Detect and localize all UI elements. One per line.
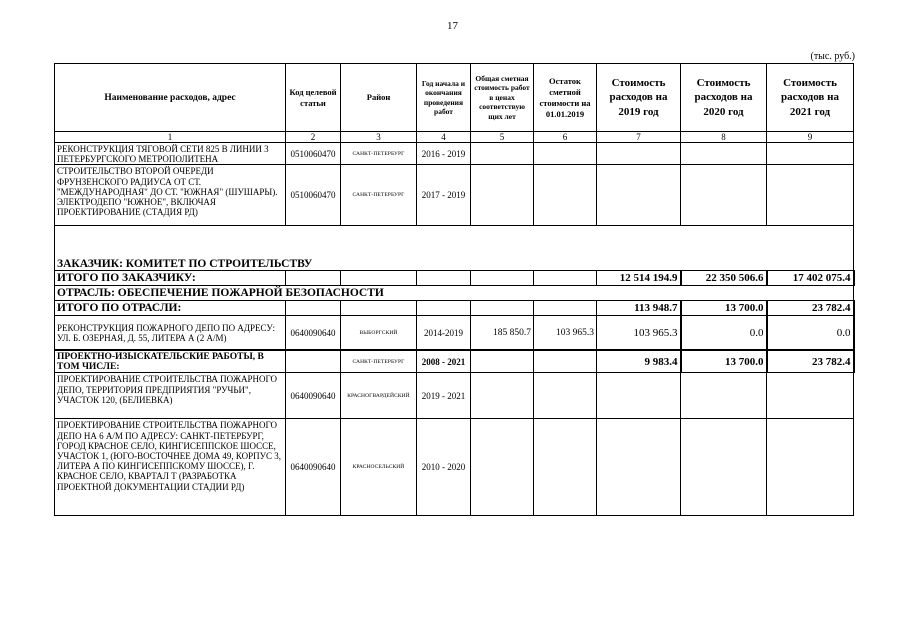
- customer-row: [55, 226, 854, 271]
- row-cost-2020: 0.0: [681, 316, 767, 350]
- row-cost-2019: 103 965.3: [597, 316, 681, 350]
- row-name: РЕКОНСТРУКЦИЯ ТЯГОВОЙ СЕТИ 825 В ЛИНИИ 3 ПЕТЕРБУРГСКОГО МЕТРОПОЛИТЕНА: [55, 143, 286, 165]
- header-years: Год начала и окончания проведения работ: [417, 64, 471, 132]
- customer-total-2020: 22 350 506.6: [681, 271, 767, 286]
- header-total-cost: Общая сметная стоимость работ в ценах соответствую щих лет: [471, 64, 534, 132]
- row-cost-2021: 23 782.4: [767, 350, 854, 373]
- industry-total-label: ИТОГО ПО ОТРАСЛИ:: [55, 301, 286, 316]
- table-row: [55, 143, 854, 165]
- row-district: КРАСНОГВАРДЕЙСКИЙ: [341, 373, 417, 419]
- row-years: 2008 - 2021: [417, 350, 471, 373]
- row-code: 0640090640: [286, 316, 341, 350]
- row-remaining: 103 965.3: [534, 316, 597, 350]
- industry-heading: ОТРАСЛЬ: ОБЕСПЕЧЕНИЕ ПОЖАРНОЙ БЕЗОПАСНОСТИ: [55, 286, 854, 301]
- row-name: ПРОЕКТНО-ИЗЫСКАТЕЛЬСКИЕ РАБОТЫ, В ТОМ ЧИСЛЕ:: [55, 350, 286, 373]
- table-row: [55, 165, 854, 226]
- industry-row: [55, 286, 854, 301]
- header-cost-2021: Стоимость расходов на 2021 год: [767, 64, 854, 132]
- page-number: 17: [447, 20, 458, 32]
- row-code: 0510060470: [286, 143, 341, 165]
- col-number: 1: [55, 132, 286, 143]
- col-number: 5: [471, 132, 534, 143]
- col-number: 4: [417, 132, 471, 143]
- table-row: [55, 373, 854, 419]
- header-remaining: Остаток сметной стоимости на 01.01.2019: [534, 64, 597, 132]
- industry-total-2019: 113 948.7: [597, 301, 681, 316]
- row-years: 2014-2019: [417, 316, 471, 350]
- row-district: КРАСНОСЕЛЬСКИЙ: [341, 419, 417, 516]
- customer-total-2019: 12 514 194.9: [597, 271, 681, 286]
- customer-total-row: [55, 271, 854, 286]
- row-name: РЕКОНСТРУКЦИЯ ПОЖАРНОГО ДЕПО ПО АДРЕСУ: УЛ. Б. ОЗЕРНАЯ, Д. 55, ЛИТЕРА А (2 А/М): [55, 316, 286, 350]
- row-years: 2019 - 2021: [417, 373, 471, 419]
- row-name: ПРОЕКТИРОВАНИЕ СТРОИТЕЛЬСТВА ПОЖАРНОГО ДЕПО НА 6 А/М ПО АДРЕСУ: САНКТ-ПЕТЕРБУРГ, ГОРОД КРАСНОЕ СЕЛО, КИНГИСЕППСКОЕ ШОССЕ, УЧАСТОК 1, (ЮГО-ВОСТОЧНЕЕ ДОМА 49, КОРПУС 3, ЛИТЕРА А ПО КИНГИСЕППСКОМУ ШОССЕ), Г. КРАСНОЕ СЕЛО, КВАРТАЛ Т (РАЗРАБОТКА ПРОЕКТНОЙ ДОКУМЕНТАЦИИ СТАДИИ РД): [55, 419, 286, 516]
- table-row: [55, 350, 854, 373]
- col-number: 6: [534, 132, 597, 143]
- table-row: [55, 316, 854, 350]
- industry-total-2021: 23 782.4: [767, 301, 854, 316]
- units-label: (тыс. руб.): [810, 51, 855, 62]
- industry-total-row: [55, 301, 854, 316]
- row-district: САНКТ-ПЕТЕРБУРГ: [341, 143, 417, 165]
- column-numbers-row: [55, 132, 854, 143]
- row-district: САНКТ-ПЕТЕРБУРГ: [341, 165, 417, 226]
- row-name: СТРОИТЕЛЬСТВО ВТОРОЙ ОЧЕРЕДИ ФРУНЗЕНСКОГО РАДИУСА ОТ СТ. "МЕЖДУНАРОДНАЯ" ДО СТ. "ЮЖНАЯ" (ШУШАРЫ). ЭЛЕКТРОДЕПО "ЮЖНОЕ", ВКЛЮЧАЯ ПРОЕКТИРОВАНИЕ (СТАДИЯ РД): [55, 165, 286, 226]
- row-cost-2021: 0.0: [767, 316, 854, 350]
- header-name: Наименование расходов, адрес: [55, 64, 286, 132]
- header-row: [55, 64, 854, 132]
- customer-heading: ЗАКАЗЧИК: КОМИТЕТ ПО СТРОИТЕЛЬСТВУ: [55, 226, 854, 271]
- table-row: [55, 419, 854, 516]
- customer-total-2021: 17 402 075.4: [767, 271, 854, 286]
- row-code: 0640090640: [286, 373, 341, 419]
- customer-total-label: ИТОГО ПО ЗАКАЗЧИКУ:: [55, 271, 286, 286]
- row-cost-2020: 13 700.0: [681, 350, 767, 373]
- expense-table: [54, 63, 855, 516]
- col-number: 9: [767, 132, 854, 143]
- row-code: 0510060470: [286, 165, 341, 226]
- col-number: 2: [286, 132, 341, 143]
- row-name: ПРОЕКТИРОВАНИЕ СТРОИТЕЛЬСТВА ПОЖАРНОГО ДЕПО, ТЕРРИТОРИЯ ПРЕДПРИЯТИЯ "РУЧЬИ", УЧАСТОК 120, (БЕЛИЕВКА): [55, 373, 286, 419]
- row-district: ВЫБОРГСКИЙ: [341, 316, 417, 350]
- row-total-cost: 185 850.7: [471, 316, 534, 350]
- industry-total-2020: 13 700.0: [681, 301, 767, 316]
- col-number: 3: [341, 132, 417, 143]
- row-district: САНКТ-ПЕТЕРБУРГ: [341, 350, 417, 373]
- header-cost-2020: Стоимость расходов на 2020 год: [681, 64, 767, 132]
- header-district: Район: [341, 64, 417, 132]
- row-years: 2016 - 2019: [417, 143, 471, 165]
- col-number: 7: [597, 132, 681, 143]
- row-cost-2019: 9 983.4: [597, 350, 681, 373]
- row-years: 2017 - 2019: [417, 165, 471, 226]
- header-code: Код целевой статьи: [286, 64, 341, 132]
- row-code: 0640090640: [286, 419, 341, 516]
- header-cost-2019: Стоимость расходов на 2019 год: [597, 64, 681, 132]
- col-number: 8: [681, 132, 767, 143]
- row-years: 2010 - 2020: [417, 419, 471, 516]
